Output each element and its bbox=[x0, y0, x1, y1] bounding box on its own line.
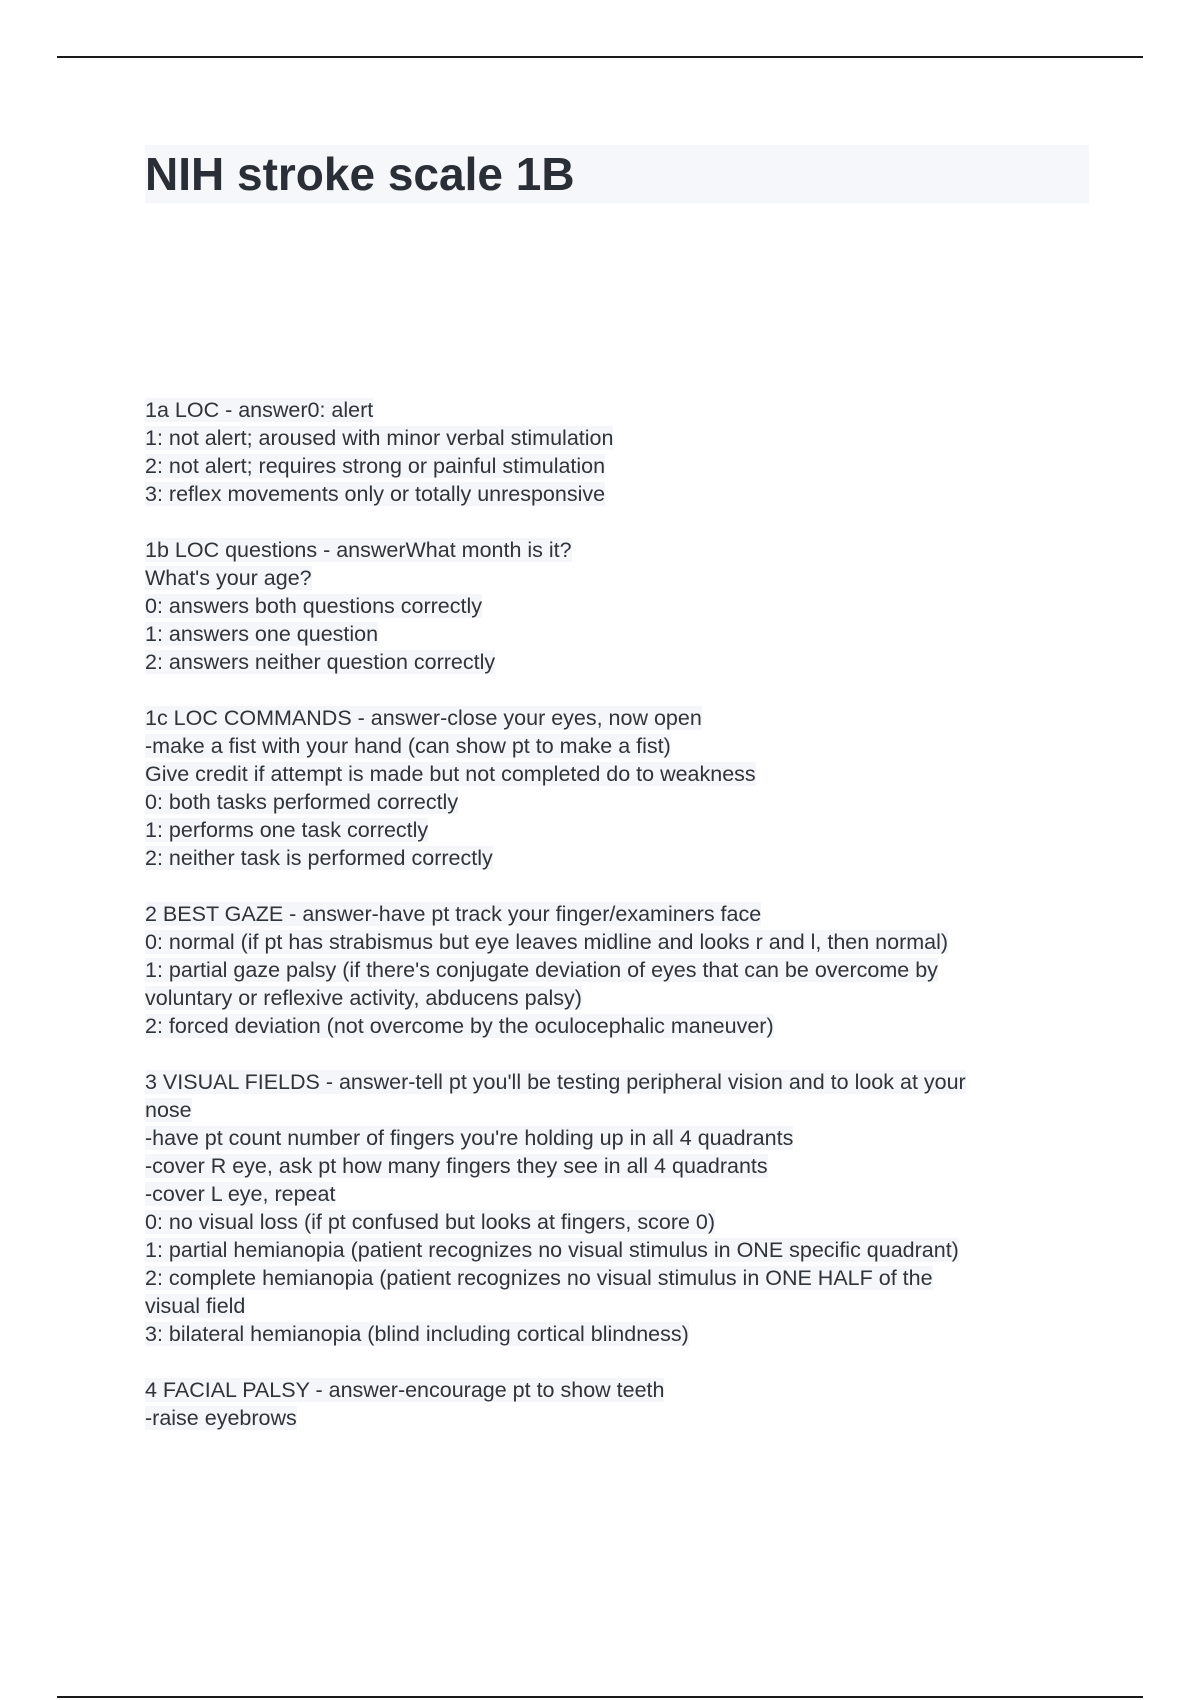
text-line-content: -have pt count number of fingers you're holding up in all 4 quadrants bbox=[145, 1126, 794, 1150]
text-line-content: 1a LOC - answer0: alert bbox=[145, 398, 374, 422]
text-line bbox=[145, 704, 1085, 732]
text-line bbox=[145, 564, 1085, 592]
text-line-content: 2: forced deviation (not overcome by the oculocephalic maneuver) bbox=[145, 1014, 774, 1038]
text-line bbox=[145, 424, 1085, 452]
text-line-content: 0: normal (if pt has strabismus but eye leaves midline and looks r and l, then normal) bbox=[145, 930, 949, 954]
text-line bbox=[145, 1264, 1085, 1292]
text-line-content: 1: partial gaze palsy (if there's conjugate deviation of eyes that can be overcome by bbox=[145, 958, 938, 982]
top-rule bbox=[57, 56, 1143, 58]
text-line-content: Give credit if attempt is made but not completed do to weakness bbox=[145, 762, 756, 786]
document-body bbox=[145, 396, 1085, 1460]
bottom-rule bbox=[57, 1696, 1143, 1698]
document-title: NIH stroke scale 1B bbox=[145, 148, 575, 200]
section-6 bbox=[145, 1376, 1085, 1432]
text-line bbox=[145, 480, 1085, 508]
text-line-content: 3: reflex movements only or totally unresponsive bbox=[145, 482, 606, 506]
section-4 bbox=[145, 900, 1085, 1040]
text-line bbox=[145, 1376, 1085, 1404]
text-line-content: nose bbox=[145, 1098, 192, 1122]
text-line-content: 3: bilateral hemianopia (blind including cortical blindness) bbox=[145, 1322, 689, 1346]
text-line bbox=[145, 452, 1085, 480]
text-line-content: 0: no visual loss (if pt confused but looks at fingers, score 0) bbox=[145, 1210, 716, 1234]
text-line-content: voluntary or reflexive activity, abducens palsy) bbox=[145, 986, 582, 1010]
text-line bbox=[145, 732, 1085, 760]
text-line bbox=[145, 1292, 1085, 1320]
text-line-content: 3 VISUAL FIELDS - answer-tell pt you'll be testing peripheral vision and to look at your bbox=[145, 1070, 966, 1094]
text-line bbox=[145, 816, 1085, 844]
text-line bbox=[145, 1096, 1085, 1124]
text-line bbox=[145, 1012, 1085, 1040]
text-line bbox=[145, 396, 1085, 424]
text-line-content: 2 BEST GAZE - answer-have pt track your finger/examiners face bbox=[145, 902, 762, 926]
text-line-content: -make a fist with your hand (can show pt to make a fist) bbox=[145, 734, 671, 758]
text-line-content: 0: answers both questions correctly bbox=[145, 594, 482, 618]
text-line bbox=[145, 844, 1085, 872]
text-line-content: -cover L eye, repeat bbox=[145, 1182, 336, 1206]
text-line bbox=[145, 1208, 1085, 1236]
text-line bbox=[145, 956, 1085, 984]
text-line bbox=[145, 648, 1085, 676]
text-line-content: 1: answers one question bbox=[145, 622, 379, 646]
text-line bbox=[145, 788, 1085, 816]
text-line bbox=[145, 620, 1085, 648]
title-block bbox=[145, 145, 1089, 203]
text-line bbox=[145, 1404, 1085, 1432]
text-line bbox=[145, 1068, 1085, 1096]
text-line bbox=[145, 900, 1085, 928]
section-2 bbox=[145, 536, 1085, 676]
text-line-content: 1c LOC COMMANDS - answer-close your eyes, now open bbox=[145, 706, 702, 730]
text-line bbox=[145, 928, 1085, 956]
text-line-content: -cover R eye, ask pt how many fingers they see in all 4 quadrants bbox=[145, 1154, 768, 1178]
section-5 bbox=[145, 1068, 1085, 1348]
text-line-content: 2: answers neither question correctly bbox=[145, 650, 496, 674]
text-line-content: 1: not alert; aroused with minor verbal stimulation bbox=[145, 426, 614, 450]
text-line-content: 2: complete hemianopia (patient recognizes no visual stimulus in ONE HALF of the bbox=[145, 1266, 933, 1290]
text-line-content: -raise eyebrows bbox=[145, 1406, 297, 1430]
text-line bbox=[145, 1124, 1085, 1152]
section-1 bbox=[145, 396, 1085, 508]
text-line bbox=[145, 592, 1085, 620]
text-line-content: 1b LOC questions - answerWhat month is it? bbox=[145, 538, 572, 562]
text-line-content: 2: not alert; requires strong or painful stimulation bbox=[145, 454, 606, 478]
text-line bbox=[145, 1152, 1085, 1180]
text-line bbox=[145, 1180, 1085, 1208]
text-line-content: What's your age? bbox=[145, 566, 312, 590]
section-3 bbox=[145, 704, 1085, 872]
text-line-content: 0: both tasks performed correctly bbox=[145, 790, 459, 814]
text-line bbox=[145, 536, 1085, 564]
text-line-content: 2: neither task is performed correctly bbox=[145, 846, 493, 870]
text-line-content: 4 FACIAL PALSY - answer-encourage pt to show teeth bbox=[145, 1378, 665, 1402]
text-line bbox=[145, 1320, 1085, 1348]
text-line bbox=[145, 760, 1085, 788]
text-line-content: visual field bbox=[145, 1294, 246, 1318]
text-line bbox=[145, 984, 1085, 1012]
text-line bbox=[145, 1236, 1085, 1264]
text-line-content: 1: partial hemianopia (patient recognizes no visual stimulus in ONE specific quadrant) bbox=[145, 1238, 959, 1262]
text-line-content: 1: performs one task correctly bbox=[145, 818, 429, 842]
